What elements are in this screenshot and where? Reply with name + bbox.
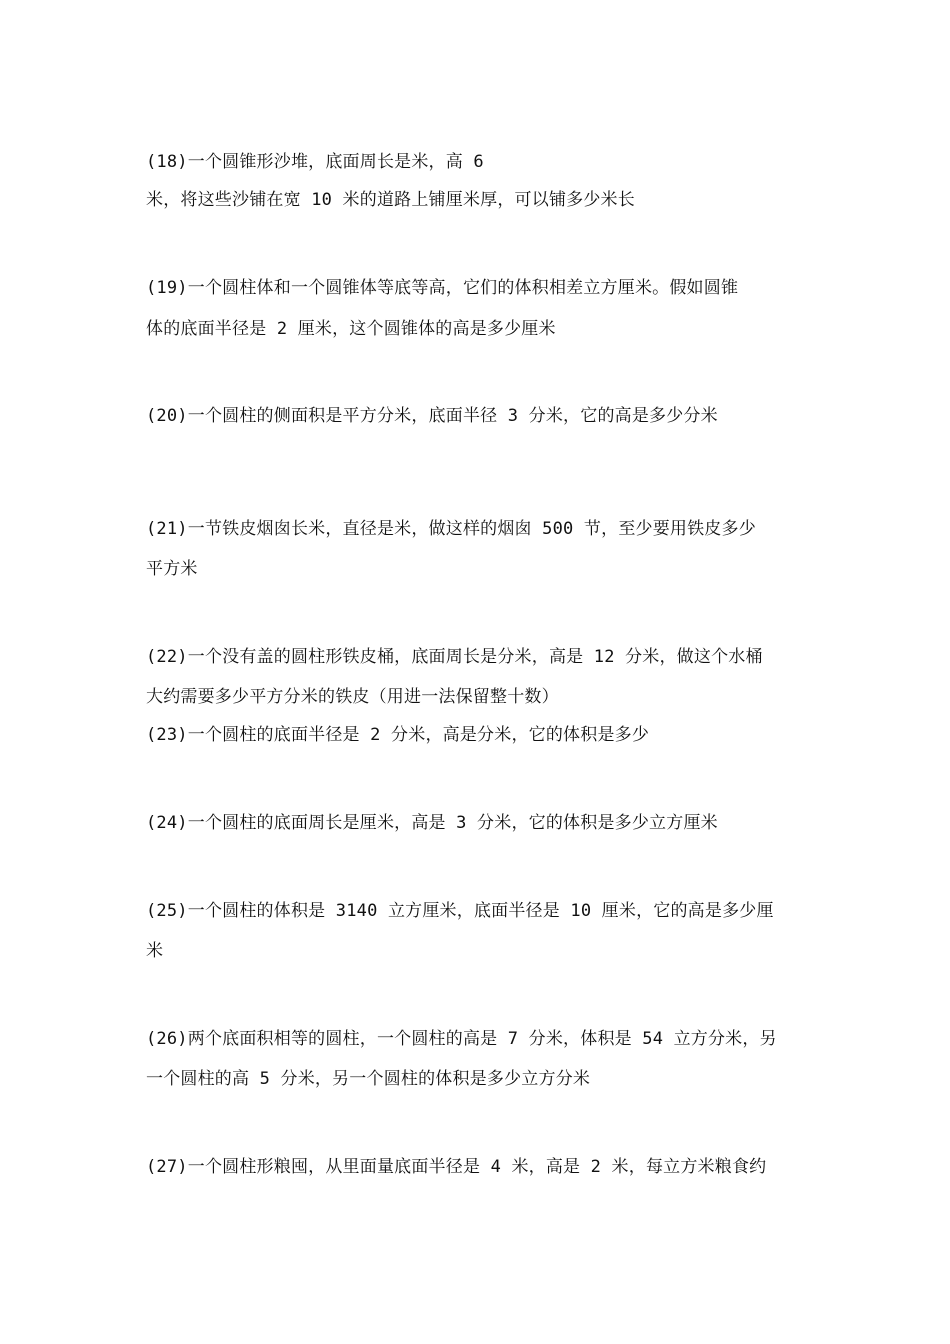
problem-27-line-1: (27)一个圆柱形粮囤，从里面量底面半径是 4 米，高是 2 米，每立方米粮食约 <box>146 1157 767 1177</box>
problem-22-line-1: (22)一个没有盖的圆柱形铁皮桶，底面周长是分米，高是 12 分米，做这个水桶 <box>146 647 763 667</box>
problem-24-line-1: (24)一个圆柱的底面周长是厘米，高是 3 分米，它的体积是多少立方厘米 <box>146 813 718 833</box>
problem-26-line-2: 一个圆柱的高 5 分米，另一个圆柱的体积是多少立方分米 <box>146 1069 591 1089</box>
problem-20-line-1: (20)一个圆柱的侧面积是平方分米，底面半径 3 分米，它的高是多少分米 <box>146 406 718 426</box>
problem-19-line-1: (19)一个圆柱体和一个圆锥体等底等高，它们的体积相差立方厘米。假如圆锥 <box>146 278 739 298</box>
problem-25-line-1: (25)一个圆柱的体积是 3140 立方厘米，底面半径是 10 厘米，它的高是多少厘 <box>146 901 774 921</box>
problem-18-line-1: (18)一个圆锥形沙堆，底面周长是米，高 6 <box>146 152 484 172</box>
problem-19-line-2: 体的底面半径是 2 厘米，这个圆锥体的高是多少厘米 <box>146 319 556 339</box>
problem-21-line-2: 平方米 <box>146 559 198 579</box>
problem-18-line-2: 米，将这些沙铺在宽 10 米的道路上铺厘米厚，可以铺多少米长 <box>146 190 635 210</box>
problem-22-line-2: 大约需要多少平方分米的铁皮（用进一法保留整十数） <box>146 687 559 707</box>
problem-26-line-1: (26)两个底面积相等的圆柱，一个圆柱的高是 7 分米，体积是 54 立方分米，另 <box>146 1029 777 1049</box>
problem-23-line-1: (23)一个圆柱的底面半径是 2 分米，高是分米，它的体积是多少 <box>146 725 650 745</box>
problem-21-line-1: (21)一节铁皮烟囱长米，直径是米，做这样的烟囱 500 节，至少要用铁皮多少 <box>146 519 756 539</box>
problem-25-line-2: 米 <box>146 941 164 961</box>
